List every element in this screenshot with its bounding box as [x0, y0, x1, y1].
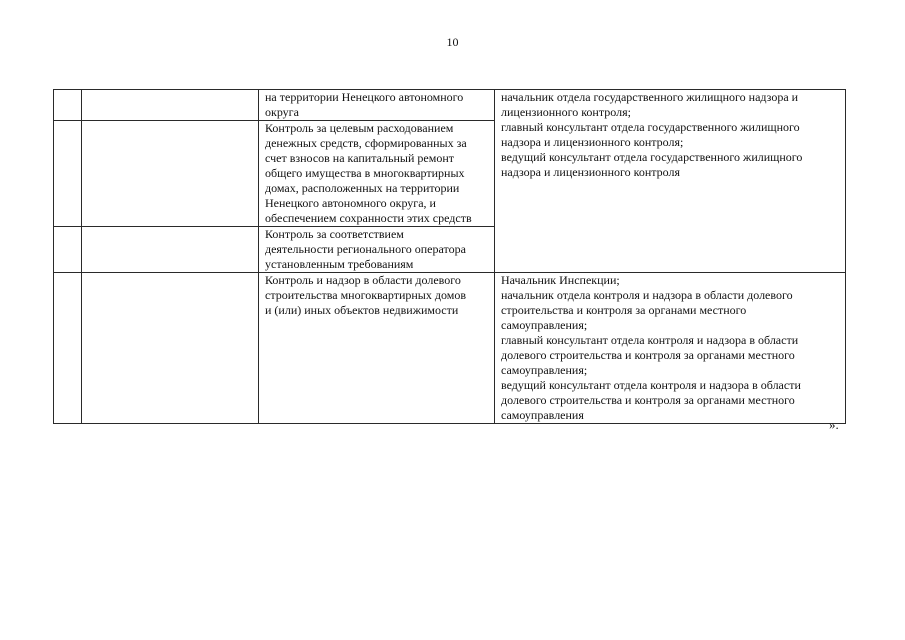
number-cell: [54, 273, 82, 424]
authority-table: [53, 89, 846, 424]
officials-cell: начальник отдела государственного жилищного надзора и лицензионного контроля; главный консультант отдела государственного жилищного надзора и лицензионного контроля; ведущий консультант отдела государственного жилищного надзора и лицензионного контроля: [495, 90, 846, 273]
number-cell: [54, 227, 82, 273]
page-number: 10: [446, 35, 459, 49]
number-cell: [54, 90, 82, 121]
number-cell: [54, 121, 82, 227]
closing-quote-mark: ».: [829, 417, 839, 432]
officials-cell: Начальник Инспекции; начальник отдела контроля и надзора в области долевого строительства и контроля за органами местного самоуправления; главный консультант отдела контроля и надзора в области долевого строительства и контроля за органами местного самоуправления; ведущий консультант отдела контроля и надзора в области долевого строительства и контроля за органами местного самоуправления: [495, 273, 846, 424]
control-type-cell: Контроль за соответствием деятельности регионального оператора установленным требованиям: [259, 227, 495, 273]
function-cell: [82, 90, 259, 121]
function-cell: [82, 273, 259, 424]
function-cell: [82, 227, 259, 273]
control-type-cell: Контроль за целевым расходованием денежных средств, сформированных за счет взносов на капитальный ремонт общего имущества в многоквартирных домах, расположенных на территории Ненецкого автономного округа, и обеспечением сохранности этих средств: [259, 121, 495, 227]
control-type-cell: на территории Ненецкого автономного округа: [259, 90, 495, 121]
table-row: [54, 90, 846, 121]
table-row: [54, 273, 846, 424]
function-cell: [82, 121, 259, 227]
control-type-cell: Контроль и надзор в области долевого строительства многоквартирных домов и (или) иных объектов недвижимости: [259, 273, 495, 424]
